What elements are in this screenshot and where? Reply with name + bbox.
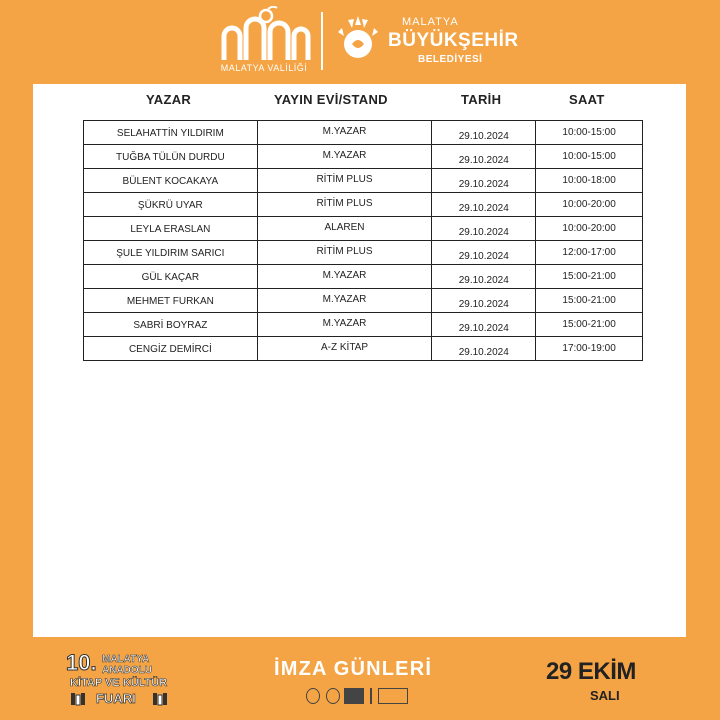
fair-number: 10. — [66, 650, 97, 675]
valilik-caption: MALATYA VALİLİĞİ — [220, 63, 308, 73]
cell-tarih: 29.10.2024 — [432, 265, 536, 289]
cell-tarih: 29.10.2024 — [432, 217, 536, 241]
cell-yazar: GÜL KAÇAR — [84, 265, 258, 289]
cell-tarih: 29.10.2024 — [432, 145, 536, 169]
cell-yazar: LEYLA ERASLAN — [84, 217, 258, 241]
cell-yayin-evi: M.YAZAR — [257, 289, 432, 313]
cell-yazar: ŞÜKRÜ UYAR — [84, 193, 258, 217]
cell-saat: 10:00-15:00 — [536, 121, 643, 145]
malatya-valiligi-logo — [214, 6, 314, 78]
table-row — [84, 313, 643, 337]
cell-yazar: SELAHATTİN YILDIRIM — [84, 121, 258, 145]
cell-yayin-evi: ALAREN — [257, 217, 432, 241]
cell-yayin-evi: RİTİM PLUS — [257, 241, 432, 265]
fair-line1: MALATYA — [102, 654, 150, 665]
cell-yayin-evi: M.YAZAR — [257, 121, 432, 145]
fair-logo — [66, 650, 186, 712]
header-saat: SAAT — [569, 92, 605, 107]
table-row — [84, 289, 643, 313]
schedule-card — [33, 84, 686, 637]
table-row — [84, 241, 643, 265]
cell-saat: 17:00-19:00 — [536, 337, 643, 361]
cell-yayin-evi: A-Z KİTAP — [257, 337, 432, 361]
apricot-emblem-icon — [332, 14, 384, 66]
sponsor-divider — [370, 688, 372, 704]
cell-tarih: 29.10.2024 — [432, 193, 536, 217]
signing-schedule-table — [83, 120, 643, 361]
header — [0, 0, 720, 84]
cell-saat: 10:00-20:00 — [536, 193, 643, 217]
fair-line4: FUARI — [96, 691, 136, 706]
cell-saat: 15:00-21:00 — [536, 265, 643, 289]
date-main: 29 EKİM — [546, 658, 636, 685]
bb-line1: MALATYA — [402, 16, 459, 28]
footer — [0, 640, 720, 720]
cell-yayin-evi: RİTİM PLUS — [257, 169, 432, 193]
table-row — [84, 337, 643, 361]
column-headers — [33, 92, 686, 112]
table-row — [84, 121, 643, 145]
cell-yazar: SABRİ BOYRAZ — [84, 313, 258, 337]
cell-yayin-evi: M.YAZAR — [257, 145, 432, 169]
cell-tarih: 29.10.2024 — [432, 241, 536, 265]
kosgeb-logo-icon — [344, 688, 364, 704]
cell-saat: 10:00-15:00 — [536, 145, 643, 169]
sponsor-logos — [298, 688, 418, 706]
cell-yayin-evi: M.YAZAR — [257, 265, 432, 289]
table-row — [84, 145, 643, 169]
bb-line2: BÜYÜKŞEHİR — [388, 30, 519, 51]
cell-tarih: 29.10.2024 — [432, 337, 536, 361]
seal-icon — [306, 688, 320, 704]
cell-tarih: 29.10.2024 — [432, 289, 536, 313]
cell-yayin-evi: M.YAZAR — [257, 313, 432, 337]
table-row — [84, 193, 643, 217]
header-yazar: YAZAR — [146, 92, 192, 107]
cell-saat: 15:00-21:00 — [536, 289, 643, 313]
header-tarih: TARİH — [461, 92, 502, 107]
cell-yazar: BÜLENT KOCAKAYA — [84, 169, 258, 193]
cell-yazar: MEHMET FURKAN — [84, 289, 258, 313]
cell-yazar: CENGİZ DEMİRCİ — [84, 337, 258, 361]
cell-saat: 10:00-18:00 — [536, 169, 643, 193]
cell-tarih: 29.10.2024 — [432, 169, 536, 193]
cell-yazar: ŞULE YILDIRIM SARICI — [84, 241, 258, 265]
seal-icon — [326, 688, 340, 704]
cell-saat: 12:00-17:00 — [536, 241, 643, 265]
date-day: SALI — [590, 688, 620, 703]
fair-line3: KİTAP VE KÜLTÜR — [70, 677, 168, 689]
table-row — [84, 265, 643, 289]
cell-saat: 15:00-21:00 — [536, 313, 643, 337]
event-title: İMZA GÜNLERİ — [274, 658, 433, 680]
fair-line2: ANADOLU — [102, 665, 152, 676]
cell-tarih: 29.10.2024 — [432, 313, 536, 337]
books-icon — [152, 692, 174, 706]
cell-tarih: 29.10.2024 — [432, 121, 536, 145]
event-date — [546, 658, 666, 703]
bb-line3: BELEDİYESİ — [418, 54, 483, 65]
cell-saat: 10:00-20:00 — [536, 217, 643, 241]
table-row — [84, 217, 643, 241]
kultur-as-logo-icon — [378, 688, 408, 704]
header-divider — [321, 12, 323, 70]
valilik-arches-icon — [216, 6, 312, 62]
cell-yazar: TUĞBA TÜLÜN DURDU — [84, 145, 258, 169]
cell-yayin-evi: RİTİM PLUS — [257, 193, 432, 217]
malatya-buyuksehir-logo — [332, 10, 522, 76]
header-yayin-evi: YAYIN EVİ/STAND — [274, 92, 388, 107]
books-icon — [70, 692, 92, 706]
table-row — [84, 169, 643, 193]
